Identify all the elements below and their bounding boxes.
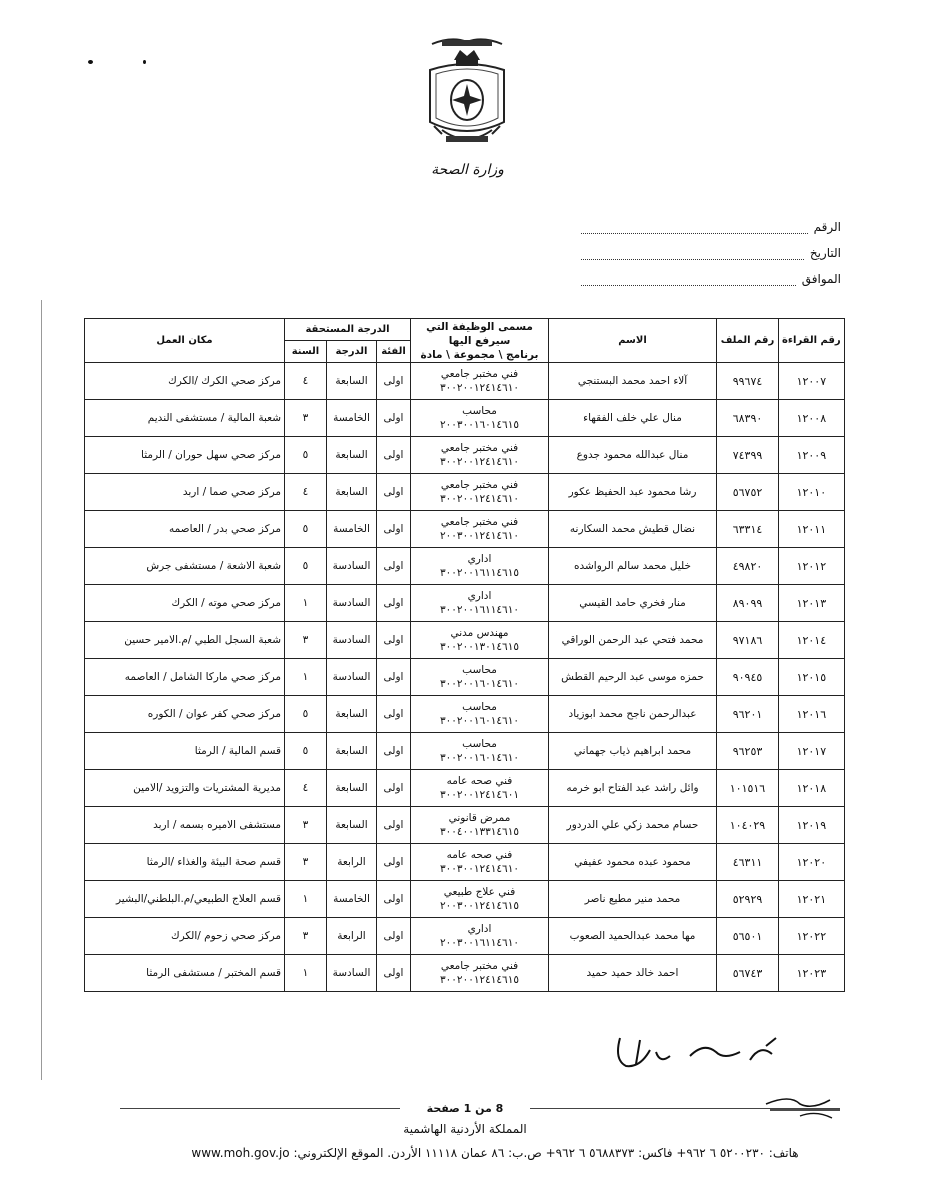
grade-cell: السابعة — [327, 807, 377, 844]
category-cell: اولى — [377, 474, 411, 511]
grade-cell: السابعة — [327, 696, 377, 733]
table-row — [85, 659, 845, 696]
workplace-cell: شعبة السجل الطبي /م.الامير حسين — [85, 622, 285, 659]
year-cell: ٣ — [285, 622, 327, 659]
job-title: مهندس مدني — [450, 627, 509, 639]
ref-date-row — [581, 234, 841, 260]
file-no-cell: ٩٧١٨٦ — [717, 622, 779, 659]
reading-no-cell: ١٢٠٠٨ — [779, 400, 845, 437]
job-title: اداري — [467, 553, 492, 565]
reading-no-cell: ١٢٠١٠ — [779, 474, 845, 511]
year-cell: ٣ — [285, 807, 327, 844]
year-cell: ٣ — [285, 918, 327, 955]
table-row — [85, 696, 845, 733]
category-cell: اولى — [377, 733, 411, 770]
table-row — [85, 474, 845, 511]
job-cell — [411, 807, 549, 844]
job-cell — [411, 918, 549, 955]
table-row — [85, 400, 845, 437]
year-cell: ١ — [285, 585, 327, 622]
job-code: ٣٠٠٢٠٠١٦٠١٤٦١٠ — [440, 752, 519, 764]
file-no-cell: ٩٦٢٥٣ — [717, 733, 779, 770]
job-code: ٣٠٠٢٠٠١٦١١٤٦١٠ — [440, 604, 519, 616]
grade-cell: السادسة — [327, 622, 377, 659]
year-cell: ٥ — [285, 437, 327, 474]
table-row — [85, 770, 845, 807]
workplace-cell: قسم صحة البيئة والغذاء /الرمثا — [85, 844, 285, 881]
reading-no-cell: ١٢٠١١ — [779, 511, 845, 548]
job-cell — [411, 585, 549, 622]
file-no-cell: ٩٩٦٧٤ — [717, 363, 779, 400]
file-no-cell: ٨٩٠٩٩ — [717, 585, 779, 622]
ref-date-label: التاريخ — [809, 246, 841, 260]
promotions-table — [84, 318, 845, 992]
scan-mark — [88, 60, 93, 64]
reference-fields — [581, 208, 841, 286]
col-job — [411, 319, 549, 363]
grade-cell: الرابعة — [327, 918, 377, 955]
job-title: محاسب — [462, 738, 497, 750]
reading-no-cell: ١٢٠١٣ — [779, 585, 845, 622]
workplace-cell: مركز صحي ماركا الشامل / العاصمه — [85, 659, 285, 696]
col-reading-no: رقم القراءة — [779, 319, 845, 363]
grade-cell: الخامسة — [327, 881, 377, 918]
grade-cell: السابعة — [327, 770, 377, 807]
job-title: اداري — [467, 590, 492, 602]
name-cell: حمزه موسى عبد الرحيم القطش — [549, 659, 717, 696]
ref-number-label: الرقم — [813, 220, 841, 234]
col-year: السنة — [285, 341, 327, 363]
scan-edge — [41, 300, 42, 1080]
file-no-cell: ٥٦٥٠١ — [717, 918, 779, 955]
file-no-cell: ٥٦٧٤٣ — [717, 955, 779, 992]
file-no-cell: ١٠٤٠٢٩ — [717, 807, 779, 844]
ref-number-row — [581, 208, 841, 234]
ref-corresponding-line — [581, 273, 796, 286]
category-cell: اولى — [377, 807, 411, 844]
category-cell: اولى — [377, 548, 411, 585]
job-code: ٣٠٠٢٠٠١٢٤١٤٦١٠ — [440, 493, 519, 505]
reading-no-cell: ١٢٠١٩ — [779, 807, 845, 844]
file-no-cell: ٤٩٨٢٠ — [717, 548, 779, 585]
file-no-cell: ٩٠٩٤٥ — [717, 659, 779, 696]
col-file-no: رقم الملف — [717, 319, 779, 363]
name-cell: مها محمد عبدالحميد الصعوب — [549, 918, 717, 955]
job-title: ممرض قانوني — [448, 812, 511, 824]
category-cell: اولى — [377, 585, 411, 622]
job-title: فني صحه عامه — [446, 775, 513, 787]
category-cell: اولى — [377, 400, 411, 437]
page-number: 8 من 1 صفحة — [400, 1102, 530, 1115]
category-cell: اولى — [377, 955, 411, 992]
name-cell: وائل راشد عبد الفتاح ابو خرمه — [549, 770, 717, 807]
name-cell: محمد ابراهيم ذياب جهماني — [549, 733, 717, 770]
reading-no-cell: ١٢٠١٤ — [779, 622, 845, 659]
file-no-cell: ٧٤٣٩٩ — [717, 437, 779, 474]
job-title: فني مختبر جامعي — [440, 479, 519, 491]
ref-corresponding-row — [581, 260, 841, 286]
grade-cell: السادسة — [327, 548, 377, 585]
year-cell: ٣ — [285, 400, 327, 437]
promotions-table-wrap — [84, 318, 845, 992]
reading-no-cell: ١٢٠١٧ — [779, 733, 845, 770]
table-row — [85, 918, 845, 955]
reading-no-cell: ١٢٠١٢ — [779, 548, 845, 585]
name-cell: حسام محمد زكي علي الدردور — [549, 807, 717, 844]
job-code: ٣٠٠٣٠٠١٢٤١٤٦١٠ — [440, 863, 519, 875]
job-cell — [411, 733, 549, 770]
grade-cell: السادسة — [327, 659, 377, 696]
job-code: ٣٠٠٢٠٠١٦١١٤٦١٥ — [440, 567, 519, 579]
table-row — [85, 955, 845, 992]
file-no-cell: ١٠١٥١٦ — [717, 770, 779, 807]
reading-no-cell: ١٢٠٢٢ — [779, 918, 845, 955]
reading-no-cell: ١٢٠١٨ — [779, 770, 845, 807]
handwritten-signatures — [600, 1030, 800, 1075]
table-row — [85, 585, 845, 622]
job-title: فني مختبر جامعي — [440, 516, 519, 528]
file-no-cell: ٦٣٣١٤ — [717, 511, 779, 548]
grade-cell: الخامسة — [327, 511, 377, 548]
name-cell: محمد فتحي عبد الرحمن الوراقي — [549, 622, 717, 659]
workplace-cell: قسم العلاج الطبيعي/م.البلطني/البشير — [85, 881, 285, 918]
job-title: فني علاج طبيعي — [443, 886, 516, 898]
name-cell: آلاء احمد محمد البستنجي — [549, 363, 717, 400]
job-cell — [411, 955, 549, 992]
workplace-cell: مديرية المشتريات والتزويد /الامين — [85, 770, 285, 807]
reading-no-cell: ١٢٠٢١ — [779, 881, 845, 918]
col-grade-group: الدرجة المستحقة — [285, 319, 411, 341]
job-title: محاسب — [462, 405, 497, 417]
job-cell — [411, 696, 549, 733]
table-row — [85, 807, 845, 844]
name-cell: منال علي خلف الفقهاء — [549, 400, 717, 437]
job-cell — [411, 548, 549, 585]
name-cell: منار فخري حامد القيسي — [549, 585, 717, 622]
name-cell: نضال قطيش محمد السكارنه — [549, 511, 717, 548]
job-code: ٢٠٠٣٠٠١٢٤١٤٦١٥ — [440, 900, 519, 912]
name-cell: خليل محمد سالم الرواشده — [549, 548, 717, 585]
table-row — [85, 548, 845, 585]
job-cell — [411, 511, 549, 548]
job-cell — [411, 363, 549, 400]
year-cell: ١ — [285, 955, 327, 992]
job-cell — [411, 881, 549, 918]
name-cell: عبدالرحمن ناجح محمد ابوزياد — [549, 696, 717, 733]
table-body — [85, 363, 845, 992]
reading-no-cell: ١٢٠٢٠ — [779, 844, 845, 881]
workplace-cell: شعبة المالية / مستشفى النديم — [85, 400, 285, 437]
job-cell — [411, 400, 549, 437]
committee-signatures — [600, 1030, 800, 1075]
year-cell: ١ — [285, 881, 327, 918]
job-code: ٢٠٠٣٠٠١٦١١٤٦١٠ — [440, 937, 519, 949]
col-workplace: مكان العمل — [85, 319, 285, 363]
year-cell: ٥ — [285, 696, 327, 733]
job-title: فني مختبر جامعي — [440, 442, 519, 454]
category-cell: اولى — [377, 918, 411, 955]
workplace-cell: مركز صحي سهل حوران / الرمثا — [85, 437, 285, 474]
workplace-cell: شعبة الاشعة / مستشفى جرش — [85, 548, 285, 585]
col-name: الاسم — [549, 319, 717, 363]
job-code: ٢٠٠٣٠٠١٦٠١٤٦١٥ — [440, 419, 519, 431]
name-cell: احمد خالد حميد حميد — [549, 955, 717, 992]
job-cell — [411, 622, 549, 659]
category-cell: اولى — [377, 363, 411, 400]
scan-mark — [143, 60, 146, 64]
reading-no-cell: ١٢٠١٦ — [779, 696, 845, 733]
table-row — [85, 622, 845, 659]
grade-cell: الرابعة — [327, 844, 377, 881]
year-cell: ٤ — [285, 770, 327, 807]
job-code: ٣٠٠٢٠٠١٦٠١٤٦١٠ — [440, 715, 519, 727]
job-cell — [411, 474, 549, 511]
job-cell — [411, 659, 549, 696]
file-no-cell: ٦٨٣٩٠ — [717, 400, 779, 437]
year-cell: ٤ — [285, 474, 327, 511]
table-row — [85, 437, 845, 474]
workplace-cell: قسم المالية / الرمثا — [85, 733, 285, 770]
grade-cell: السابعة — [327, 474, 377, 511]
grade-cell: السابعة — [327, 363, 377, 400]
name-cell: محمود عبده محمود عفيفي — [549, 844, 717, 881]
grade-cell: السادسة — [327, 955, 377, 992]
ref-date-line — [581, 247, 804, 260]
file-no-cell: ٤٦٣١١ — [717, 844, 779, 881]
col-job-sub: برنامج \ مجموعة \ مادة — [420, 348, 539, 361]
workplace-cell: مستشفى الاميره بسمه / اربد — [85, 807, 285, 844]
file-no-cell: ٥٦٧٥٢ — [717, 474, 779, 511]
category-cell: اولى — [377, 881, 411, 918]
grade-cell: السادسة — [327, 585, 377, 622]
category-cell: اولى — [377, 696, 411, 733]
job-code: ٣٠٠٤٠٠١٣٣١٤٦١٥ — [440, 826, 519, 838]
year-cell: ٥ — [285, 511, 327, 548]
job-code: ٣٠٠٢٠٠١٢٤١٤٦٠١ — [440, 789, 519, 801]
name-cell: محمد منير مطيع ناصر — [549, 881, 717, 918]
year-cell: ٥ — [285, 733, 327, 770]
category-cell: اولى — [377, 844, 411, 881]
table-row — [85, 511, 845, 548]
workplace-cell: مركز صحي صما / اربد — [85, 474, 285, 511]
ministry-name: وزارة الصحة — [431, 162, 504, 178]
job-code: ٣٠٠٢٠٠١٢٤١٤٦١٠ — [440, 456, 519, 468]
job-code: ٢٠٠٣٠٠١٢٤١٤٦١٠ — [440, 530, 519, 542]
workplace-cell: مركز صحي كفر عوان / الكوره — [85, 696, 285, 733]
year-cell: ١ — [285, 659, 327, 696]
year-cell: ٣ — [285, 844, 327, 881]
ref-corresponding-label: الموافق — [801, 272, 841, 286]
table-row — [85, 881, 845, 918]
job-cell — [411, 437, 549, 474]
ref-number-line — [581, 221, 808, 234]
job-code: ٣٠٠٢٠٠١٢٤١٤٦١٥ — [440, 974, 519, 986]
category-cell: اولى — [377, 622, 411, 659]
job-title: فني مختبر جامعي — [440, 960, 519, 972]
category-cell: اولى — [377, 659, 411, 696]
grade-cell: السابعة — [327, 437, 377, 474]
job-title: محاسب — [462, 701, 497, 713]
job-title: فني مختبر جامعي — [440, 368, 519, 380]
file-no-cell: ٥٢٩٢٩ — [717, 881, 779, 918]
reading-no-cell: ١٢٠١٥ — [779, 659, 845, 696]
year-cell: ٥ — [285, 548, 327, 585]
table-row — [85, 844, 845, 881]
category-cell: اولى — [377, 437, 411, 474]
year-cell: ٤ — [285, 363, 327, 400]
workplace-cell: مركز صحي زحوم /الكرك — [85, 918, 285, 955]
table-row — [85, 363, 845, 400]
category-cell: اولى — [377, 770, 411, 807]
job-title: فني صحه عامه — [446, 849, 513, 861]
table-row — [85, 733, 845, 770]
grade-cell: الخامسة — [327, 400, 377, 437]
job-code: ٣٠٠٢٠٠١٦٠١٤٦١٠ — [440, 678, 519, 690]
contact-info: هاتف: ٥٢٠٠٢٣٠ ٦ ٩٦٢+ فاكس: ٥٦٨٨٣٧٣ ٦ ٩٦٢+ ص.ب: ٨٦ عمان ١١١١٨ الأردن. الموقع الإلكتروني: www.moh.gov.jo — [191, 1146, 799, 1160]
name-cell: رشا محمود عبد الحفيظ عكور — [549, 474, 717, 511]
workplace-cell: قسم المختبر / مستشفى الرمثا — [85, 955, 285, 992]
job-title: محاسب — [462, 664, 497, 676]
reading-no-cell: ١٢٠٠٩ — [779, 437, 845, 474]
workplace-cell: مركز صحي بدر / العاصمه — [85, 511, 285, 548]
kingdom-name: المملكة الأردنية الهاشمية — [403, 1122, 527, 1136]
col-grade: الدرجة — [327, 341, 377, 363]
job-title: اداري — [467, 923, 492, 935]
workplace-cell: مركز صحي موته / الكرك — [85, 585, 285, 622]
job-code: ٣٠٠٢٠٠١٣٠١٤٦١٥ — [440, 641, 519, 653]
job-cell — [411, 770, 549, 807]
file-no-cell: ٩٦٢٠١ — [717, 696, 779, 733]
name-cell: منال عبدالله محمود جدوع — [549, 437, 717, 474]
job-cell — [411, 844, 549, 881]
reading-no-cell: ١٢٠٢٣ — [779, 955, 845, 992]
category-cell: اولى — [377, 511, 411, 548]
grade-cell: السابعة — [327, 733, 377, 770]
reading-no-cell: ١٢٠٠٧ — [779, 363, 845, 400]
col-category: الفئة — [377, 341, 411, 363]
workplace-cell: مركز صحي الكرك /الكرك — [85, 363, 285, 400]
col-job-title: مسمى الوظيفة التي سيرفع اليها — [426, 320, 533, 347]
job-code: ٣٠٠٢٠٠١٢٤١٤٦١٠ — [440, 382, 519, 394]
